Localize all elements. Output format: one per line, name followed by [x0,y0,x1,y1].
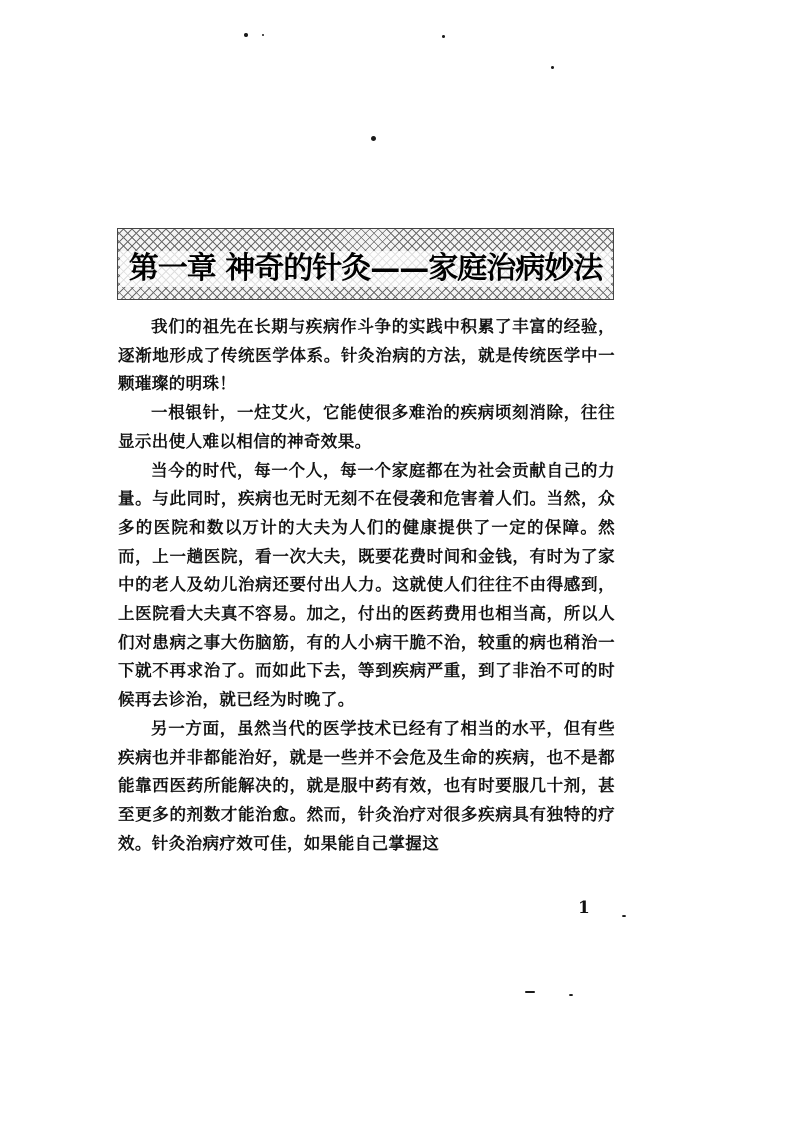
chapter-banner [117,228,614,300]
scan-speck [569,994,573,996]
page-number: 1 [578,898,590,918]
chapter-title: 第一章 神奇的针灸——家庭治病妙法 [120,251,611,287]
scan-speck [262,34,264,36]
scan-speck [622,915,626,917]
paragraph: 另一方面，虽然当代的医学技术已经有了相当的水平，但有些疾病也并非都能治好，就是一些并不会危及生命的疾病，也不是都能靠西医药所能解决的，就是服中药有效，也有时要服几十剂，甚至更多的剂数才能治愈。然而，针灸治疗对很多疾病具有独特的疗效。针灸治病疗效可佳，如果能自己掌握这 [118,718,615,853]
paragraph: 一根银针，一炷艾火，它能使很多难治的疾病顷刻消除，往往显示出使人难以相信的神奇效果。 [118,403,615,451]
scan-speck [551,66,554,69]
scan-speck [371,136,376,141]
scan-speck [442,35,445,38]
scan-speck [525,991,535,993]
scan-speck [244,33,248,37]
paragraph: 当今的时代，每一个人，每一个家庭都在为社会贡献自己的力量。与此同时，疾病也无时无刻不在侵袭和危害着人们。当然，众多的医院和数以万计的大夫为人们的健康提供了一定的保障。然而，上一趟医院，看一次大夫，既要花费时间和金钱，有时为了家中的老人及幼儿治病还要付出人力。这就使人们往往不由得感到，上医院看大夫真不容易。加之，付出的医药费用也相当高，所以人们对患病之事大伤脑筋，有的人小病干脆不治，较重的病也稍治一下就不再求治了。而如此下去，等到疾病严重，到了非治不可的时候再去诊治，就已经为时晚了。 [118,460,615,710]
paragraph: 我们的祖先在长期与疾病作斗争的实践中积累了丰富的经验，逐渐地形成了传统医学体系。针灸治病的方法，就是传统医学中一颗璀璨的明珠！ [118,317,615,394]
body-text [118,313,615,858]
